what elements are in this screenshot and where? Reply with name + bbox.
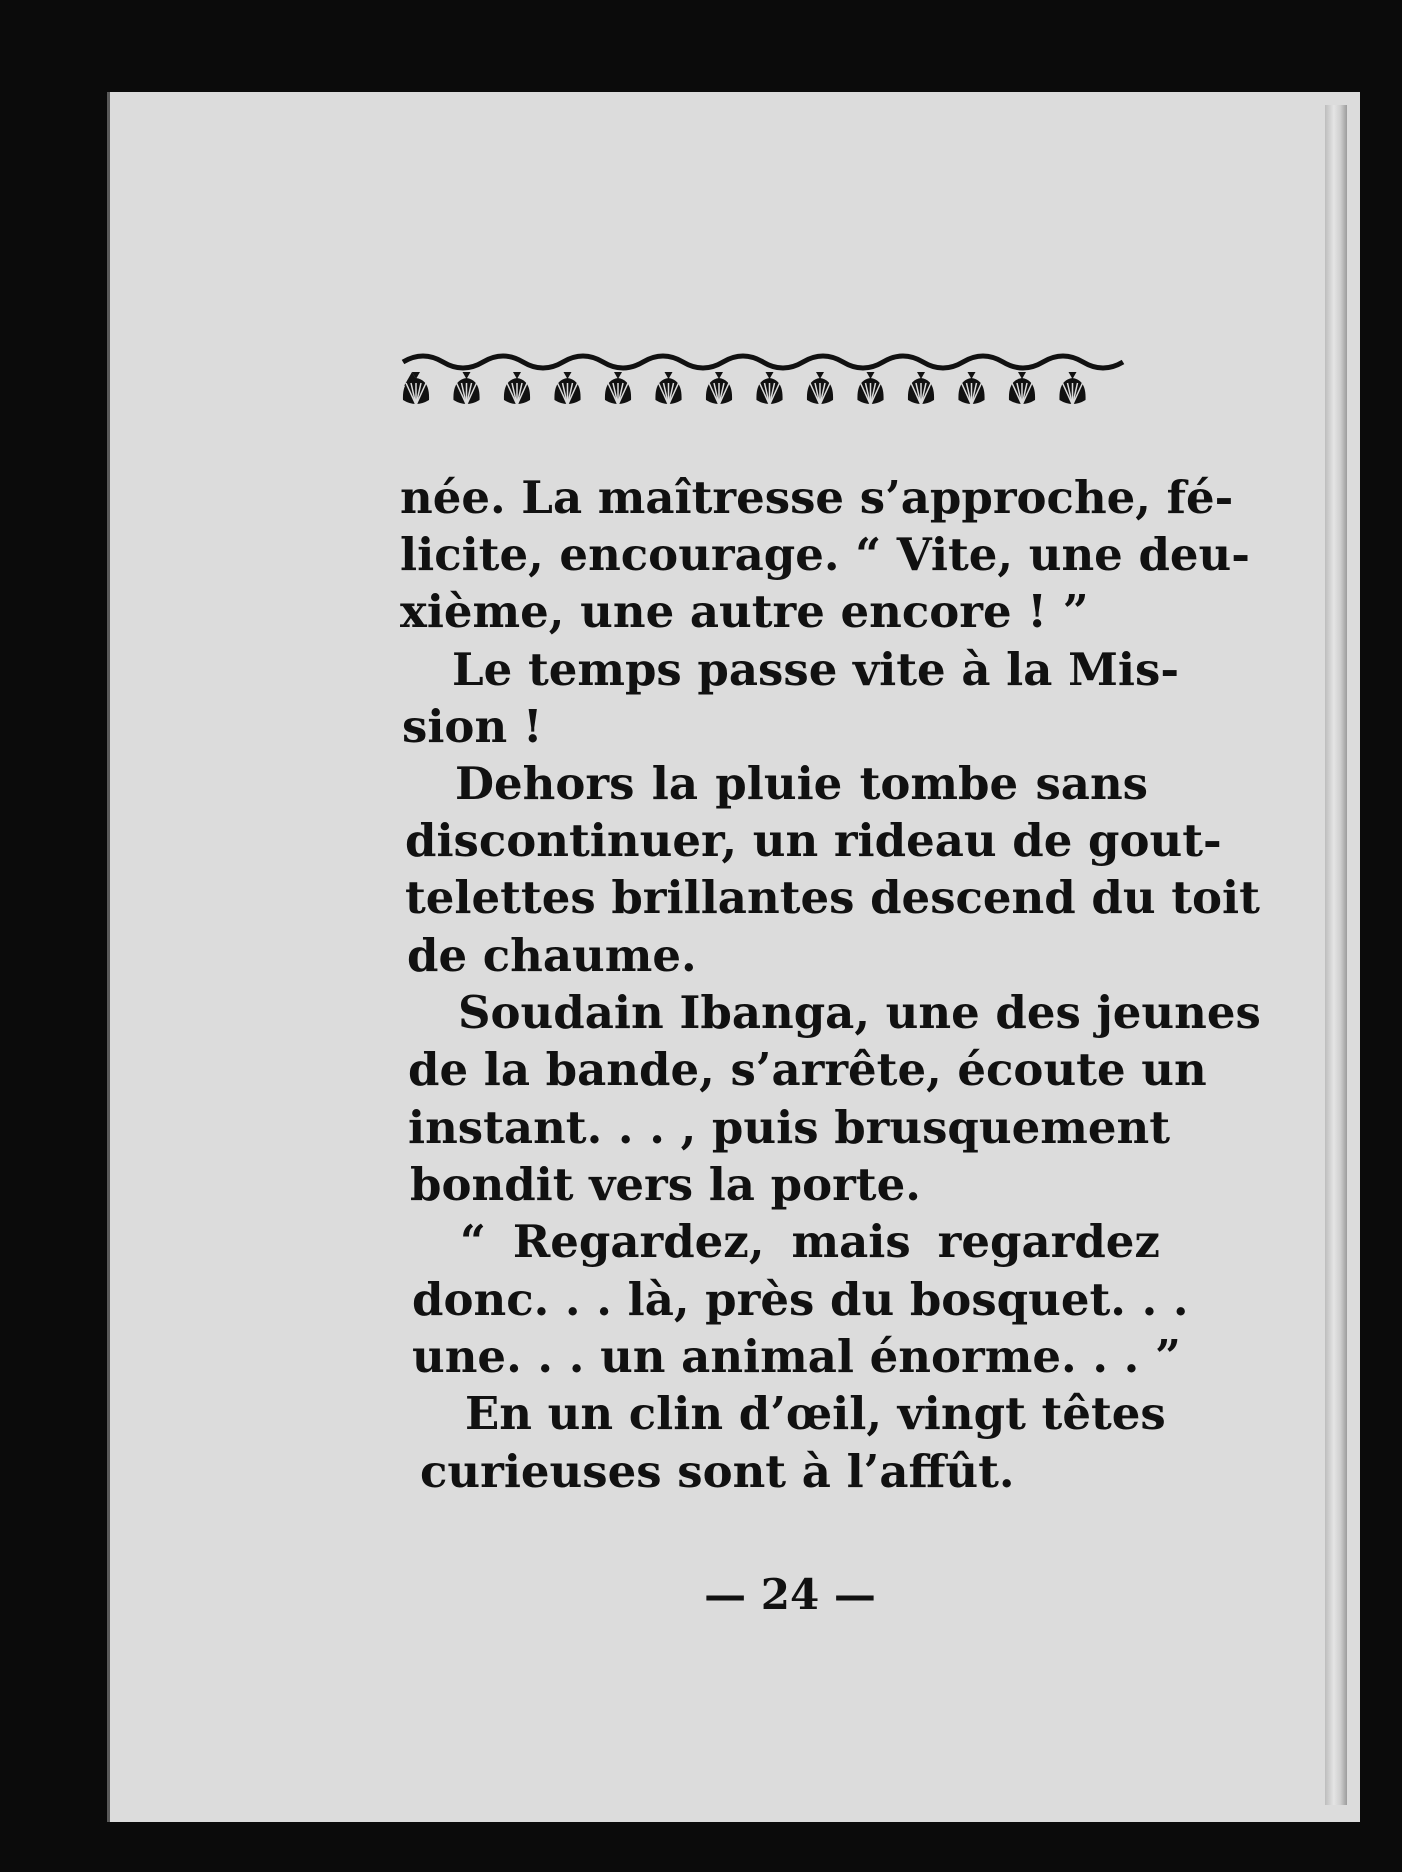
text-line: sion ! <box>402 700 543 753</box>
text-line: En un clin d’œil, vingt têtes <box>465 1387 1166 1440</box>
page-number: — 24 — <box>704 1570 876 1619</box>
text-line: curieuses sont à l’affût. <box>420 1445 1015 1498</box>
text-line: xième, une autre encore ! ” <box>400 585 1089 638</box>
text-line: une. . . un animal énorme. . . ” <box>412 1330 1181 1383</box>
text-line: née. La maîtresse s’approche, fé- <box>400 471 1234 524</box>
text-line: bondit vers la porte. <box>410 1158 921 1211</box>
text-line: de chaume. <box>407 929 697 982</box>
text-line: telettes brillantes descend du toit <box>405 871 1260 924</box>
text-line: discontinuer, un rideau de gout- <box>405 814 1222 867</box>
text-line: instant. . . , puis brusquement <box>408 1101 1170 1154</box>
text-line: de la bande, s’arrête, écoute un <box>408 1043 1207 1096</box>
text-line: donc. . . là, près du bosquet. . . <box>412 1273 1189 1326</box>
text-line: licite, encourage. “ Vite, une deu- <box>400 528 1250 581</box>
text-line: Dehors la pluie tombe sans <box>455 757 1148 810</box>
text-line: Soudain Ibanga, une des jeunes <box>458 986 1261 1039</box>
text-line: “ Regardez, mais regardez <box>460 1215 1160 1268</box>
text-line: Le temps passe vite à la Mis- <box>452 643 1180 696</box>
